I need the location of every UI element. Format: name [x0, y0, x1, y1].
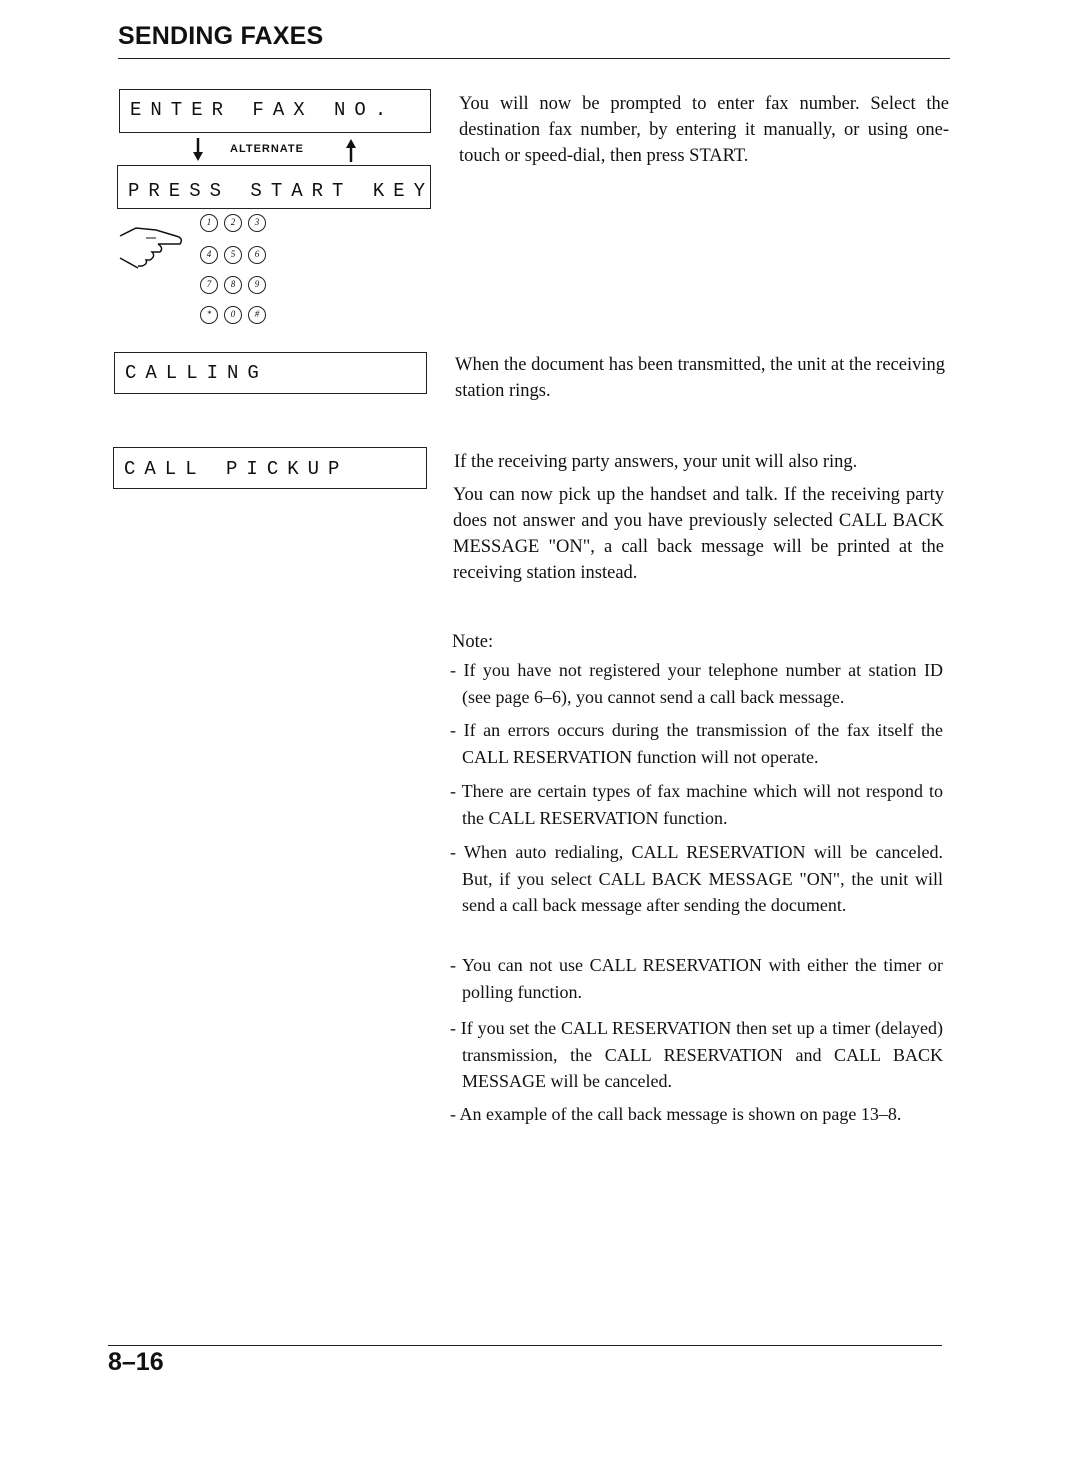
- section-title: SENDING FAXES: [118, 22, 324, 50]
- pointing-hand-icon: [116, 216, 196, 272]
- note-item: - There are certain types of fax machine which will not respond to the CALL RESERVATION function.: [450, 781, 943, 828]
- paragraph-transmitted: When the document has been transmitted, the unit at the receiving station rings.: [455, 355, 945, 401]
- header-divider: [118, 58, 950, 59]
- key-8: 8: [224, 276, 242, 294]
- key-9: 9: [248, 276, 266, 294]
- note-item: - If an errors occurs during the transmission of the fax itself the CALL RESERVATION function will not operate.: [450, 720, 943, 767]
- note-heading: Note:: [452, 632, 494, 652]
- note-item: - If you set the CALL RESERVATION then set up a timer (delayed) transmission, the CALL RESERVATION and CALL BACK MESSAGE will be canceled.: [450, 1018, 943, 1091]
- key-star: *: [200, 306, 218, 324]
- key-7: 7: [200, 276, 218, 294]
- arrow-up-icon: [346, 139, 356, 162]
- note-item: - You can not use CALL RESERVATION with either the timer or polling function.: [450, 955, 943, 1002]
- key-6: 6: [248, 246, 266, 264]
- alternate-label: ALTERNATE: [230, 143, 304, 155]
- note-item: - When auto redialing, CALL RESERVATION will be canceled. But, if you select CALL BACK MESSAGE "ON", the unit will send a call back message after sending the document.: [450, 842, 943, 915]
- key-1: 1: [200, 214, 218, 232]
- lcd-call-pickup-text: CALL PICKUP: [124, 458, 349, 480]
- key-5: 5: [224, 246, 242, 264]
- page-number: 8–16: [108, 1348, 164, 1376]
- lcd-call-pickup: [113, 447, 427, 489]
- paragraph-enter-number: You will now be prompted to enter fax number. Select the destination fax number, by entering it manually, or using one-touch or speed-dial, then press START.: [459, 94, 949, 166]
- note-item: - If you have not registered your telephone number at station ID (see page 6–6), you cannot send a call back message.: [450, 660, 943, 707]
- lcd-calling: [114, 352, 427, 394]
- lcd-enter-fax-number: [119, 89, 431, 133]
- key-hash: #: [248, 306, 266, 324]
- arrow-down-icon: [193, 138, 203, 161]
- key-3: 3: [248, 214, 266, 232]
- lcd-press-start-key: [117, 165, 435, 209]
- paragraph-party-answers: If the receiving party answers, your unit will also ring.: [454, 452, 858, 472]
- paragraph-pickup-handset: You can now pick up the handset and talk. If the receiving party does not answer and you have previously selected CALL BACK MESSAGE "ON", a call back message will be printed at the receiving station instead.: [453, 485, 944, 583]
- footer-divider: [108, 1345, 942, 1346]
- lcd-enter-fax-text: ENTER FAX NO.: [130, 99, 396, 121]
- note-item: - An example of the call back message is shown on page 13–8.: [450, 1104, 902, 1124]
- key-4: 4: [200, 246, 218, 264]
- lcd-press-start-text: PRESS START KEY: [128, 180, 435, 202]
- key-2: 2: [224, 214, 242, 232]
- lcd-calling-text: CALLING: [125, 362, 268, 384]
- key-0: 0: [224, 306, 242, 324]
